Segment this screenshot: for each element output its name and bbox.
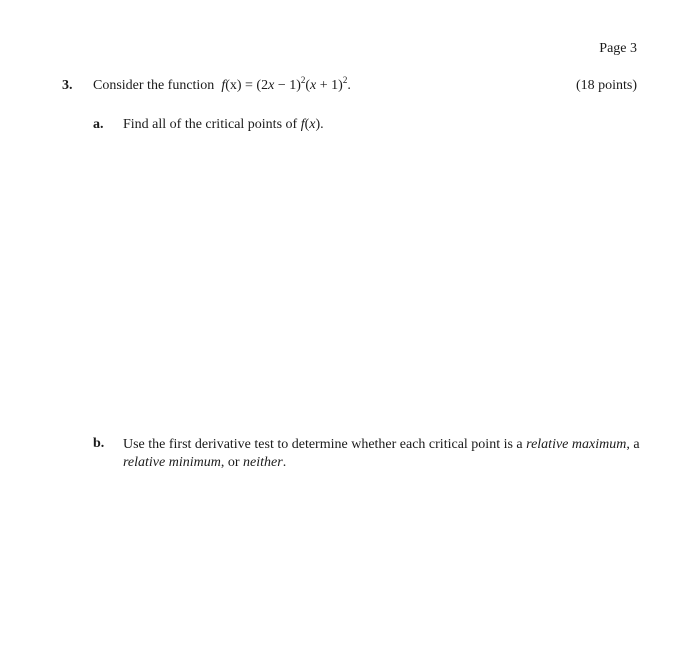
part-a-function xyxy=(301,117,324,132)
part-b-text-1: Use the first derivative test to determine whether each critical point is a xyxy=(123,437,527,452)
part-b-text-4: . xyxy=(282,455,287,470)
question-prompt xyxy=(93,75,351,94)
part-a-func-name: f xyxy=(300,117,305,132)
part-a-open: ( xyxy=(304,117,310,132)
part-b-text-2: , a xyxy=(626,437,640,452)
part-a-prompt xyxy=(123,117,324,133)
question-intro: Consider the function xyxy=(93,78,215,93)
function-open-paren: ( xyxy=(305,78,311,93)
function-variable: x xyxy=(310,78,317,93)
term-relative-maximum: relative maximum xyxy=(526,437,627,452)
term-neither: neither xyxy=(243,455,283,470)
part-a-close: ). xyxy=(315,117,324,132)
question-points: (18 points) xyxy=(575,78,637,93)
term-relative-minimum: relative minimum xyxy=(123,455,221,470)
part-b-label: b. xyxy=(93,436,105,451)
function-factor-1: − 1) xyxy=(274,78,301,93)
page-number: Page 3 xyxy=(599,41,637,56)
question-period: . xyxy=(347,78,351,93)
part-a-label: a. xyxy=(93,117,104,132)
part-b-text-3: , or xyxy=(220,455,244,470)
part-a-var: x xyxy=(309,117,316,132)
part-b-prompt xyxy=(123,436,643,472)
function-argument: (x) xyxy=(225,78,242,93)
exponent-1: 2 xyxy=(300,75,306,85)
function-variable: x xyxy=(268,78,275,93)
part-a-text: Find all of the critical points of xyxy=(123,117,298,132)
function-expression xyxy=(221,75,348,93)
function-factor-2: + 1) xyxy=(316,78,343,93)
function-name: f xyxy=(221,78,226,93)
exponent-2: 2 xyxy=(342,75,348,85)
question-number: 3. xyxy=(62,78,73,93)
function-equals: = (2 xyxy=(241,78,269,93)
